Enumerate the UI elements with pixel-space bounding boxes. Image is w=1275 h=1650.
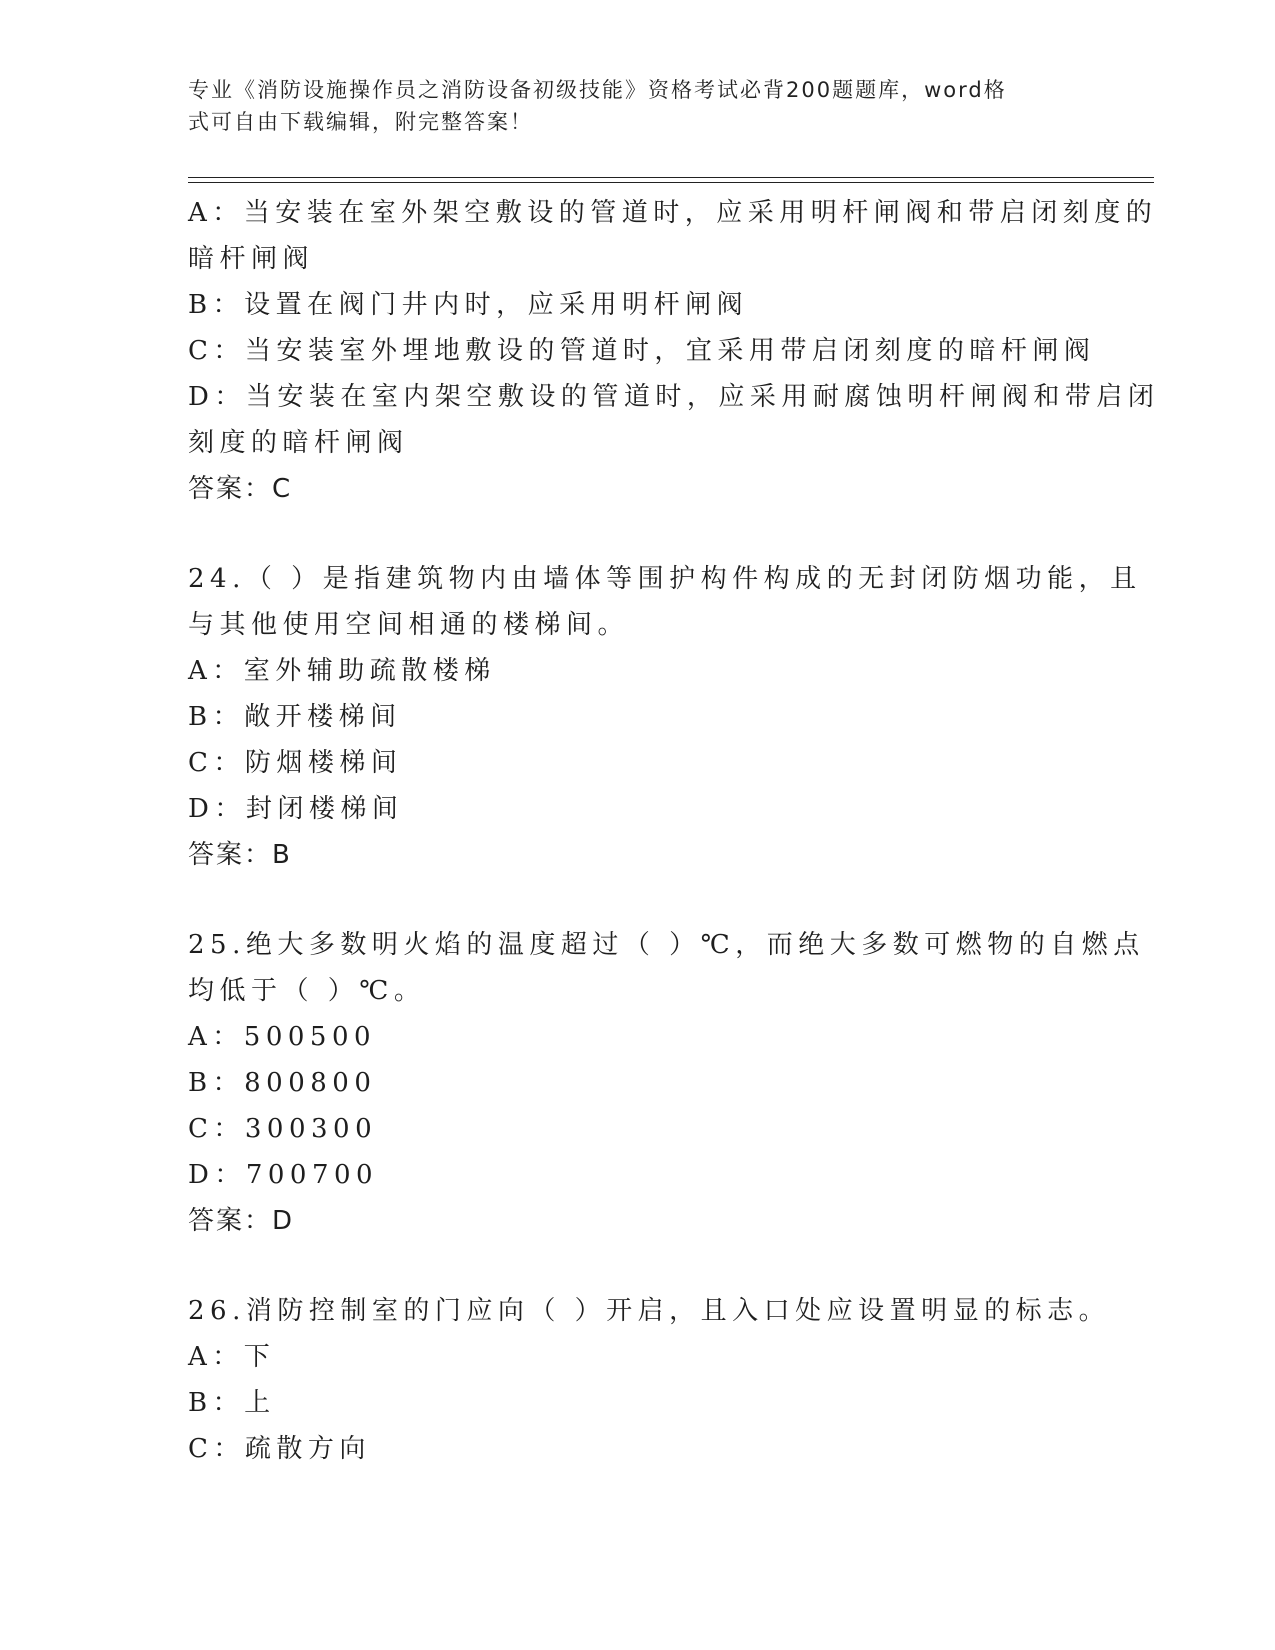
option-b: B：敞开楼梯间 <box>188 702 402 732</box>
question-26 <box>188 1288 1111 1472</box>
question-24 <box>188 556 1142 878</box>
answer: 答案：C <box>188 474 293 504</box>
option-d-line-2: 刻度的暗杆闸阀 <box>188 428 409 458</box>
question-stem-line-1: 25.绝大多数明火焰的温度超过（ ）℃，而绝大多数可燃物的自燃点 <box>188 930 1145 960</box>
header-divider-top <box>188 177 1154 178</box>
option-d: D：700700 <box>188 1160 379 1190</box>
question-stem-line-2: 均低于（ ）℃。 <box>188 976 426 1006</box>
option-c: C：疏散方向 <box>188 1434 371 1464</box>
option-b: B：设置在阀门井内时，应采用明杆闸阀 <box>188 290 749 320</box>
option-c: C：当安装室外埋地敷设的管道时，宜采用带启闭刻度的暗杆闸阀 <box>188 336 1096 366</box>
option-d-line-1: D：当安装在室内架空敷设的管道时，应采用耐腐蚀明杆闸阀和带启闭 <box>188 382 1160 412</box>
option-a-line-2: 暗杆闸阀 <box>188 244 315 274</box>
spacer <box>188 878 1088 922</box>
question-stem-line-2: 与其他使用空间相通的楼梯间。 <box>188 610 630 640</box>
question-23 <box>188 190 1160 512</box>
spacer <box>188 1244 1088 1288</box>
answer: 答案：B <box>188 840 292 870</box>
option-a: A：室外辅助疏散楼梯 <box>188 656 496 686</box>
option-b: B：800800 <box>188 1068 377 1098</box>
option-c: C：300300 <box>188 1114 378 1144</box>
document-header <box>188 74 1068 138</box>
question-stem-line-1: 26.消防控制室的门应向（ ）开启，且入口处应设置明显的标志。 <box>188 1296 1111 1326</box>
option-a: A：500500 <box>188 1022 377 1052</box>
spacer <box>188 512 1088 556</box>
option-b: B：上 <box>188 1388 276 1418</box>
option-a: A：下 <box>188 1342 276 1372</box>
answer: 答案：D <box>188 1206 295 1236</box>
question-25 <box>188 922 1145 1244</box>
header-divider-bottom <box>188 182 1154 183</box>
question-stem-line-1: 24.（ ）是指建筑物内由墙体等围护构件构成的无封闭防烟功能，且 <box>188 564 1142 594</box>
option-d: D：封闭楼梯间 <box>188 794 404 824</box>
option-a-line-1: A：当安装在室外架空敷设的管道时，应采用明杆闸阀和带启闭刻度的 <box>188 198 1158 228</box>
header-line-2: 式可自由下载编辑，附完整答案！ <box>188 110 533 134</box>
option-c: C：防烟楼梯间 <box>188 748 403 778</box>
header-line-1: 专业《消防设施操作员之消防设备初级技能》资格考试必背200题题库，word格 <box>188 78 1007 102</box>
document-body <box>188 190 1160 1472</box>
